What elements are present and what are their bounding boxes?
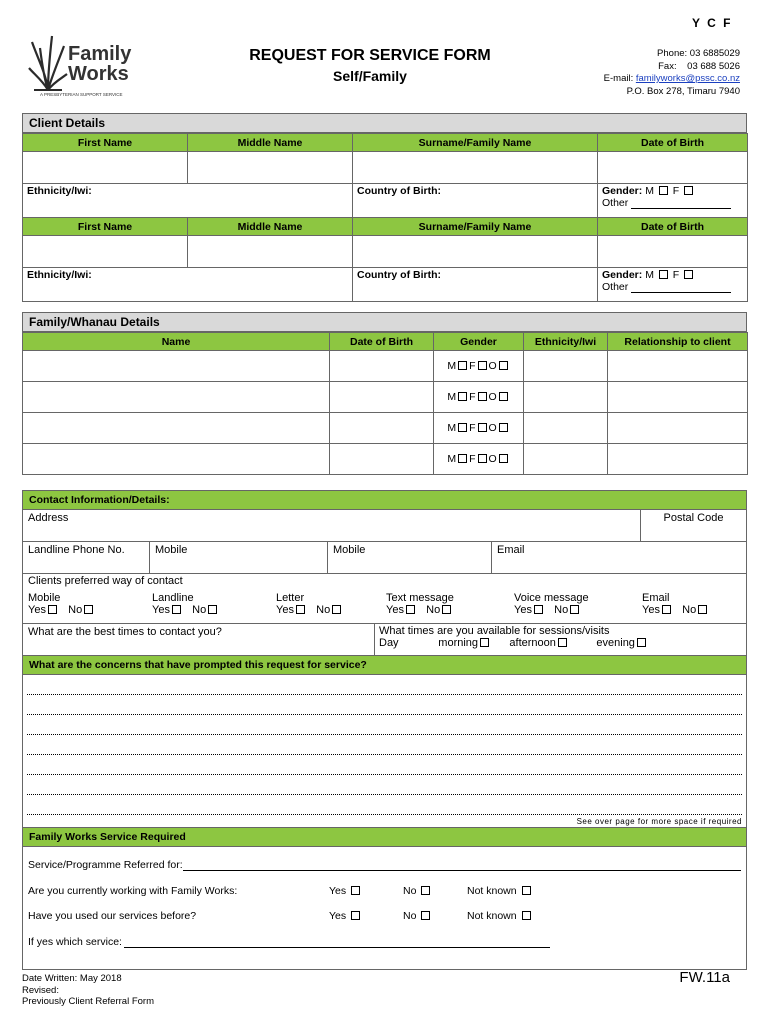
table-row [23, 413, 748, 444]
question-current: Are you currently working with Family Works: [28, 885, 238, 897]
best-times-field[interactable]: What are the best times to contact you? [23, 624, 375, 655]
contact-block [604, 48, 740, 98]
col-surname: Surname/Family Name [353, 134, 598, 152]
current-yes-checkbox[interactable] [351, 886, 360, 895]
revised: Revised: [22, 984, 59, 996]
form-code-ycf: Y C F [692, 16, 733, 30]
m-checkbox[interactable] [458, 454, 467, 463]
gender-m-checkbox[interactable] [659, 186, 668, 195]
letter-yes-checkbox[interactable] [296, 605, 305, 614]
fax-text: Fax: 03 688 5026 [658, 60, 740, 72]
concerns-title: What are the concerns that have prompted this request for service? [23, 656, 746, 675]
dob-field[interactable] [598, 152, 748, 184]
ifyes-line[interactable] [124, 936, 550, 948]
email-field[interactable]: Email [497, 544, 525, 556]
first-name-field[interactable] [23, 152, 188, 184]
letter-no-checkbox[interactable] [332, 605, 341, 614]
family-dob-field[interactable] [330, 382, 434, 413]
col-name: Name [23, 333, 330, 351]
email-no-checkbox[interactable] [698, 605, 707, 614]
col-middle-name: Middle Name [188, 134, 353, 152]
date-written: Date Written: May 2018 [22, 973, 122, 984]
first-name-field-2[interactable] [23, 236, 188, 268]
o-checkbox[interactable] [499, 423, 508, 432]
concerns-line[interactable] [27, 715, 742, 735]
col-surname-2: Surname/Family Name [353, 218, 598, 236]
text-yes-checkbox[interactable] [406, 605, 415, 614]
availability-field: What times are you available for sessions/visits Day morning afternoon evening [375, 624, 746, 655]
col-first-name-2: First Name [23, 218, 188, 236]
afternoon-checkbox[interactable] [558, 638, 567, 647]
family-gender-field: M F O [434, 444, 524, 475]
col-first-name: First Name [23, 134, 188, 152]
f-checkbox[interactable] [478, 423, 487, 432]
concerns-line[interactable] [27, 775, 742, 795]
table-row [23, 444, 748, 475]
family-name-field[interactable] [23, 444, 330, 475]
ethnicity-field-2[interactable]: Ethnicity/Iwi: [23, 268, 353, 302]
method-voice: Voice message Yes No [514, 592, 589, 616]
current-notknown-checkbox[interactable] [522, 886, 531, 895]
preferred-contact [23, 574, 746, 624]
family-gender-field: M F O [434, 382, 524, 413]
gender-m-checkbox-2[interactable] [659, 270, 668, 279]
used-no: No [403, 910, 432, 922]
family-works-logo [28, 34, 138, 98]
current-no: No [403, 885, 432, 897]
email-yes-checkbox[interactable] [662, 605, 671, 614]
method-landline: Landline Yes No [152, 592, 219, 616]
mobile-no-checkbox[interactable] [84, 605, 93, 614]
voice-no-checkbox[interactable] [570, 605, 579, 614]
surname-field[interactable] [353, 152, 598, 184]
client-details-title: Client Details [22, 113, 747, 133]
family-dob-field[interactable] [330, 413, 434, 444]
middle-name-field-2[interactable] [188, 236, 353, 268]
gender-other-line[interactable] [631, 208, 731, 209]
country-field-2[interactable]: Country of Birth: [353, 268, 598, 302]
flax-plant-icon [28, 34, 68, 92]
client-details-section [22, 113, 747, 302]
logo-text-family: Family [68, 43, 132, 65]
mobile-field-1[interactable]: Mobile [150, 542, 328, 573]
landline-field[interactable]: Landline Phone No. [23, 542, 150, 573]
form-title: REQUEST FOR SERVICE FORM [249, 47, 491, 64]
surname-field-2[interactable] [353, 236, 598, 268]
col-middle-name-2: Middle Name [188, 218, 353, 236]
logo-text-works: Works [68, 63, 129, 85]
family-gender-field: M F O [434, 413, 524, 444]
current-notknown: Not known [467, 885, 533, 897]
used-yes-checkbox[interactable] [351, 911, 360, 920]
contact-title: Contact Information/Details: [23, 491, 746, 510]
used-notknown: Not known [467, 910, 533, 922]
m-checkbox[interactable] [458, 361, 467, 370]
col-gender: Gender [434, 333, 524, 351]
ifyes-row: If yes which service: [28, 936, 550, 948]
service-title: Family Works Service Required [23, 827, 746, 847]
text-no-checkbox[interactable] [442, 605, 451, 614]
family-relationship-field[interactable] [608, 351, 748, 382]
voice-yes-checkbox[interactable] [534, 605, 543, 614]
family-ethnicity-field[interactable] [524, 382, 608, 413]
family-dob-field[interactable] [330, 351, 434, 382]
address-field[interactable]: Address [23, 510, 641, 541]
gender-field: Gender: M F Other [598, 184, 748, 218]
postal-code-field[interactable]: Postal Code [663, 512, 724, 524]
used-no-checkbox[interactable] [421, 911, 430, 920]
f-checkbox[interactable] [478, 392, 487, 401]
concerns-line[interactable] [27, 695, 742, 715]
family-name-field[interactable] [23, 351, 330, 382]
method-email: Email Yes No [642, 592, 709, 616]
country-field[interactable]: Country of Birth: [353, 184, 598, 218]
logo-tagline: A PRESBYTERIAN SUPPORT SERVICE [40, 92, 123, 97]
mobile-field-2[interactable]: Mobile [328, 542, 492, 573]
used-yes: Yes [329, 910, 362, 922]
method-letter: Letter Yes No [276, 592, 343, 616]
email-line [604, 73, 740, 86]
po-box-text: P.O. Box 278, Timaru 7940 [626, 85, 740, 97]
service-section [23, 847, 746, 969]
concerns-line[interactable] [27, 755, 742, 775]
evening-checkbox[interactable] [637, 638, 646, 647]
family-relationship-field[interactable] [608, 444, 748, 475]
form-number: FW.11a [679, 969, 730, 986]
dob-field-2[interactable] [598, 236, 748, 268]
landline-yes-checkbox[interactable] [172, 605, 181, 614]
o-checkbox[interactable] [499, 454, 508, 463]
concerns-line[interactable] [27, 735, 742, 755]
current-no-checkbox[interactable] [421, 886, 430, 895]
m-checkbox[interactable] [458, 392, 467, 401]
gender-other-line-2[interactable] [631, 292, 731, 293]
f-checkbox[interactable] [478, 454, 487, 463]
landline-no-checkbox[interactable] [208, 605, 217, 614]
previously: Previously Client Referral Form [22, 996, 154, 1007]
col-ethnicity: Ethnicity/Iwi [524, 333, 608, 351]
family-gender-field: M F O [434, 351, 524, 382]
o-checkbox[interactable] [499, 392, 508, 401]
family-dob-field[interactable] [330, 444, 434, 475]
morning-checkbox[interactable] [480, 638, 489, 647]
table-row [23, 351, 748, 382]
table-row [23, 382, 748, 413]
question-used: Have you used our services before? [28, 910, 197, 922]
family-ethnicity-field[interactable] [524, 444, 608, 475]
col-family-dob: Date of Birth [330, 333, 434, 351]
family-ethnicity-field[interactable] [524, 351, 608, 382]
concerns-area[interactable] [23, 675, 746, 827]
email-label: E-mail: [603, 73, 636, 84]
more-space-note: See over page for more space if required [576, 817, 742, 826]
family-name-field[interactable] [23, 413, 330, 444]
o-checkbox[interactable] [499, 361, 508, 370]
family-ethnicity-field[interactable] [524, 413, 608, 444]
m-checkbox[interactable] [458, 423, 467, 432]
used-notknown-checkbox[interactable] [522, 911, 531, 920]
concerns-line[interactable] [27, 795, 742, 815]
current-yes: Yes [329, 885, 362, 897]
form-subtitle: Self/Family [333, 68, 407, 84]
f-checkbox[interactable] [478, 361, 487, 370]
referred-line[interactable] [183, 859, 741, 871]
family-details-title: Family/Whanau Details [22, 312, 747, 332]
col-relationship: Relationship to client [608, 333, 748, 351]
family-details-section [22, 312, 747, 475]
method-text: Text message Yes No [386, 592, 454, 616]
contact-section [22, 490, 747, 970]
col-dob: Date of Birth [598, 134, 748, 152]
gender-field-2: Gender: M F Other [598, 268, 748, 302]
family-relationship-field[interactable] [608, 382, 748, 413]
footer-info [22, 973, 154, 1008]
concerns-line[interactable] [27, 675, 742, 695]
phone-text: Phone: 03 6885029 [657, 48, 740, 59]
method-mobile: Mobile Yes No [28, 592, 95, 616]
family-name-field[interactable] [23, 382, 330, 413]
email-link[interactable]: familyworks@pssc.co.nz [635, 73, 740, 84]
gender-f-checkbox-2[interactable] [684, 270, 693, 279]
gender-f-checkbox[interactable] [684, 186, 693, 195]
middle-name-field[interactable] [188, 152, 353, 184]
ethnicity-field[interactable]: Ethnicity/Iwi: [23, 184, 353, 218]
family-relationship-field[interactable] [608, 413, 748, 444]
referred-row: Service/Programme Referred for: [28, 859, 741, 871]
mobile-yes-checkbox[interactable] [48, 605, 57, 614]
col-dob-2: Date of Birth [598, 218, 748, 236]
preferred-label: Clients preferred way of contact [28, 575, 183, 587]
